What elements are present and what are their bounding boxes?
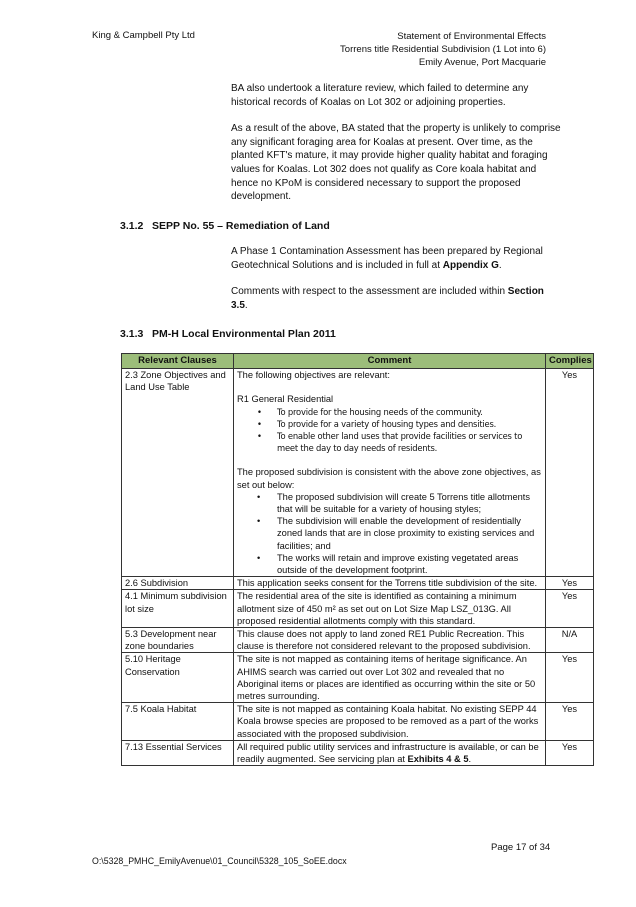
clause-cell: 2.6 Subdivision — [122, 577, 234, 590]
file-path: O:\5328_PMHC_EmilyAvenue\01_Council\5328_105_SoEE.docx — [92, 856, 347, 866]
comment-cell: This application seeks consent for the Torrens title subdivision of the site. — [234, 577, 546, 590]
zone-name: R1 General Residential — [237, 394, 334, 405]
page-number: Page 17 of 34 — [491, 842, 551, 853]
header-comment: Comment — [234, 354, 546, 369]
complies-cell: Yes — [546, 369, 594, 577]
koala-para-1: BA also undertook a literature review, which failed to determine any historical records of Koalas on Lot 302 or adjoining properties. — [231, 83, 529, 108]
header-location: Emily Avenue, Port Macquarie — [418, 57, 546, 68]
table-row — [122, 577, 594, 590]
complies-cell: N/A — [546, 628, 594, 653]
table-row — [122, 628, 594, 653]
header-clauses: Relevant Clauses — [122, 354, 234, 369]
comment-cell: All required public utility services and infrastructure is available, or can be readily augmented. See servicing plan at Exhibits 4 & 5. — [234, 740, 546, 765]
clause-cell: 5.10 Heritage Conservation — [122, 653, 234, 703]
header-company: King & Campbell Pty Ltd — [92, 30, 195, 41]
complies-cell: Yes — [546, 653, 594, 703]
clause-cell: 7.5 Koala Habitat — [122, 703, 234, 741]
comment-cell: The residential area of the site is identified as containing a minimum allotment size of 450 m² as set out on Lot Size Map LSZ_013G. All proposed residential allotments comply with this standard. — [234, 590, 546, 628]
clause-cell: 7.13 Essential Services — [122, 740, 234, 765]
lep-clauses-table — [121, 353, 594, 766]
sepp55-para-2: Comments with respect to the assessment are included within Section 3.5. — [231, 286, 544, 311]
header-subtitle: Torrens title Residential Subdivision (1 Lot into 6) — [340, 44, 546, 55]
comment-cell: This clause does not apply to land zoned RE1 Public Recreation. This clause is therefore not considered relevant to the proposed subdivision. — [234, 628, 546, 653]
complies-cell: Yes — [546, 590, 594, 628]
sepp55-paragraphs — [231, 245, 561, 312]
exhibits-ref: Exhibits 4 & 5 — [407, 754, 469, 765]
appendix-ref: Appendix G — [442, 259, 499, 271]
table-row — [122, 740, 594, 765]
section-number: 3.1.2 — [120, 220, 144, 232]
section-title: SEPP No. 55 – Remediation of Land — [152, 220, 330, 232]
table-row — [122, 590, 594, 628]
section-heading-312 — [120, 220, 330, 232]
zone-objectives-list — [237, 406, 542, 455]
sepp55-para-1: A Phase 1 Contamination Assessment has been prepared by Regional Geotechnical Solutions and is included in full at Appendix G. — [231, 246, 543, 271]
table-row — [122, 653, 594, 703]
table-row — [122, 703, 594, 741]
list-item: • To enable other land uses that provide facilities or services to meet the day to day needs of residents. — [277, 430, 542, 454]
comment-cell: The following objectives are relevant: R1 General Residential • To provide for the housing needs of the community. • To provide for a variety of housing types and densities. • To enable other land uses that provide facilities or services to meet the day to day needs of residents. The proposed subdivision is consistent with the above zone objectives, as set out below: • The proposed subdivision will create 5 Torrens title allotments that will be suitable for a variety of housing styles; • The subdivision will enable the development of residentially zoned lands that are in close proximity to existing services and facilities; and • The works will retain and improve existing vegetated areas outside of the development footprint. — [234, 369, 546, 577]
table-header-row — [122, 354, 594, 369]
section-number: 3.1.3 — [120, 328, 144, 340]
header-complies: Complies — [546, 354, 594, 369]
list-item: • The subdivision will enable the development of residentially zoned lands that are in close proximity to existing services and facilities; and — [277, 515, 542, 552]
comment-cell: The site is not mapped as containing items of heritage significance. An AHIMS search was carried out over Lot 302 and revealed that no Aboriginal items or places are identified as occurring within the site or 50 metres surrounding. — [234, 653, 546, 703]
list-item: • To provide for the housing needs of the community. — [277, 406, 542, 418]
clause-cell: 2.3 Zone Objectives and Land Use Table — [122, 369, 234, 577]
section-heading-313 — [120, 328, 336, 340]
consistency-list — [237, 491, 542, 576]
header-doc-title: Statement of Environmental Effects — [397, 31, 546, 42]
complies-cell: Yes — [546, 703, 594, 741]
clause-cell: 5.3 Development near zone boundaries — [122, 628, 234, 653]
koala-para-2: As a result of the above, BA stated that the property is unlikely to comprise any significant foraging area for Koalas at present. Over time, as the planted KFT's mature, it may provide higher quality habitat and foraging values for Koalas. Lot 302 does not qualify as Core koala habitat and hence no KPoM is considered necessary to support the proposed development. — [231, 123, 561, 203]
list-item: • To provide for a variety of housing types and densities. — [277, 418, 542, 430]
comment-cell: The site is not mapped as containing Koala habitat. No existing SEPP 44 Koala browse species are proposed to be removed as a part of the works associated with the proposed subdivision. — [234, 703, 546, 741]
section-ref: Section 3.5 — [231, 286, 544, 311]
koala-paragraphs — [231, 82, 561, 204]
clause-cell: 4.1 Minimum subdivision lot size — [122, 590, 234, 628]
list-item: • The works will retain and improve existing vegetated areas outside of the development footprint. — [277, 552, 542, 576]
section-title: PM-H Local Environmental Plan 2011 — [152, 328, 336, 340]
complies-cell: Yes — [546, 577, 594, 590]
table-row — [122, 369, 594, 577]
list-item: • The proposed subdivision will create 5 Torrens title allotments that will be suitable for a variety of housing styles; — [277, 491, 542, 515]
header-doc-info — [340, 30, 546, 69]
complies-cell: Yes — [546, 740, 594, 765]
